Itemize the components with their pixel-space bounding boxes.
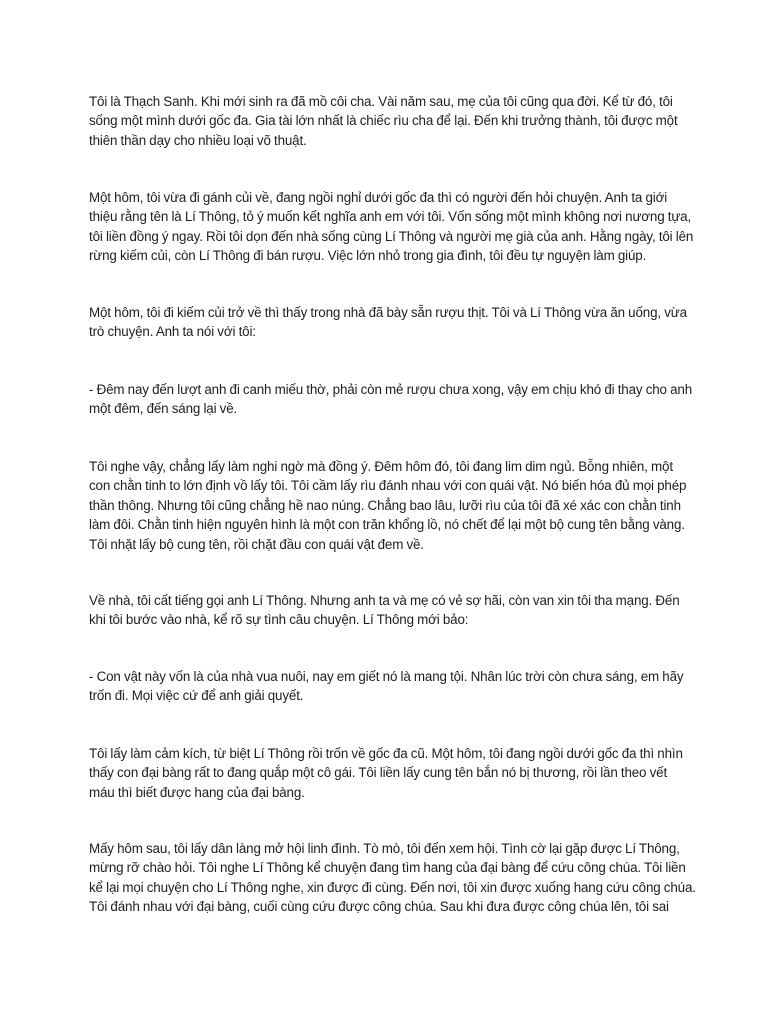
text-line: Về nhà, tôi cất tiếng gọi anh Lí Thông. Nhưng anh ta và mẹ có vẻ sợ hãi, còn van xin tôi tha mạng. Đến (89, 593, 680, 608)
paragraph-7-dialogue (89, 667, 689, 706)
text-line: khi tôi bước vào nhà, kể rõ sự tình câu chuyện. Lí Thông mới bảo: (89, 612, 469, 628)
text-line: thấy con đại bàng rất to đang quắp một cô gái. Tôi liền lấy cung tên bắn nó bị thương, rồi lần theo vết (89, 765, 668, 781)
text-line: rừng kiếm củi, còn Lí Thông đi bán rượu. Việc lớn nhỏ trong gia đình, tôi đều tự nguyện làm giúp. (89, 248, 647, 264)
text-line: thiên thần dạy cho nhiều loại võ thuật. (89, 132, 307, 148)
text-line: Tôi lấy làm cảm kích, từ biệt Lí Thông rồi trốn về gốc đa cũ. Một hôm, tôi đang ngồi dưới gốc đa thì nhìn (89, 746, 683, 761)
text-line: Tôi là Thạch Sanh. Khi mới sinh ra đã mồ côi cha. Vài năm sau, mẹ của tôi cũng qua đời. Kể từ đó, tôi (89, 94, 673, 109)
text-line: Tôi đánh nhau với đại bàng, cuối cùng cứu được công chúa. Sau khi đưa được công chúa lên, tôi sai (89, 899, 669, 915)
text-line: làm đôi. Chằn tinh hiện nguyên hình là một con trăn khổng lồ, nó chết để lại một bộ cung tên bằng vàng. (89, 517, 685, 533)
paragraph-1 (89, 92, 689, 150)
text-line: kể lại mọi chuyện cho Lí Thông nghe, xin được đi cùng. Đến nơi, tôi xin được xuống hang cứu công chúa. (89, 879, 696, 895)
text-line: - Đêm nay đến lượt anh đi canh miếu thờ, phải còn mẻ rượu chưa xong, vậy em chịu khó đi thay cho anh (89, 382, 692, 397)
paragraph-6 (89, 591, 689, 630)
text-line: tôi liền đồng ý ngay. Rồi tôi dọn đến nhà sống cùng Lí Thông và người mẹ già của anh. Hằng ngày, tôi lên (89, 228, 694, 244)
text-line: - Con vật này vốn là của nhà vua nuôi, nay em giết nó là mang tội. Nhân lúc trời còn chưa sáng, em hãy (89, 669, 684, 684)
text-line: thiệu rằng tên là Lí Thông, tỏ ý muốn kết nghĩa anh em với tôi. Vốn sống một mình không nơi nương tựa, (89, 209, 692, 225)
text-line: một đêm, đến sáng lại về. (89, 401, 238, 417)
text-line: Một hôm, tôi vừa đi gánh củi về, đang ngồi nghỉ dưới gốc đa thì có người đến hỏi chuyện. Anh ta giới (89, 190, 668, 205)
paragraph-5 (89, 457, 689, 554)
text-line: mừng rỡ chào hỏi. Tôi nghe Lí Thông kể chuyện đang tìm hang của đại bàng để cứu công chúa. Tôi liền (89, 860, 686, 876)
text-line: Tôi nghe vậy, chẳng lấy làm nghi ngờ mà đồng ý. Đêm hôm đó, tôi đang lim dim ngủ. Bỗng nhiên, một (89, 459, 673, 474)
paragraph-9 (89, 839, 696, 917)
text-line: máu thì biết được hang của đại bàng. (89, 784, 305, 800)
text-line: sống một mình dưới gốc đa. Gia tài lớn nhất là chiếc rìu cha để lại. Đến khi trưởng thành, tôi được một (89, 113, 678, 129)
paragraph-2 (89, 188, 694, 266)
text-line: Một hôm, tôi đi kiếm củi trở về thì thấy trong nhà đã bày sẵn rượu thịt. Tôi và Lí Thông vừa ăn uống, vừa (89, 305, 687, 320)
text-line: trò chuyện. Anh ta nói với tôi: (89, 324, 256, 340)
text-line: con chằn tinh to lớn định vồ lấy tôi. Tôi cầm lấy rìu đánh nhau với con quái vật. Nó biến hóa đủ mọi phép (89, 478, 687, 494)
text-line: Mấy hôm sau, tôi lấy dân làng mở hội linh đình. Tò mò, tôi đến xem hội. Tình cờ lại gặp được Lí Thông, (89, 841, 680, 856)
paragraph-4-dialogue (89, 380, 692, 419)
text-line: trốn đi. Mọi việc cứ để anh giải quyết. (89, 688, 304, 704)
paragraph-8 (89, 744, 689, 802)
paragraph-3 (89, 303, 689, 342)
text-line: thần thông. Nhưng tôi cũng chẳng hề nao núng. Chẳng bao lâu, lưỡi rìu của tôi đã xé xác con chằn tinh (89, 497, 681, 513)
text-line: Tôi nhặt lấy bộ cung tên, rồi chặt đầu con quái vật đem về. (89, 536, 424, 552)
